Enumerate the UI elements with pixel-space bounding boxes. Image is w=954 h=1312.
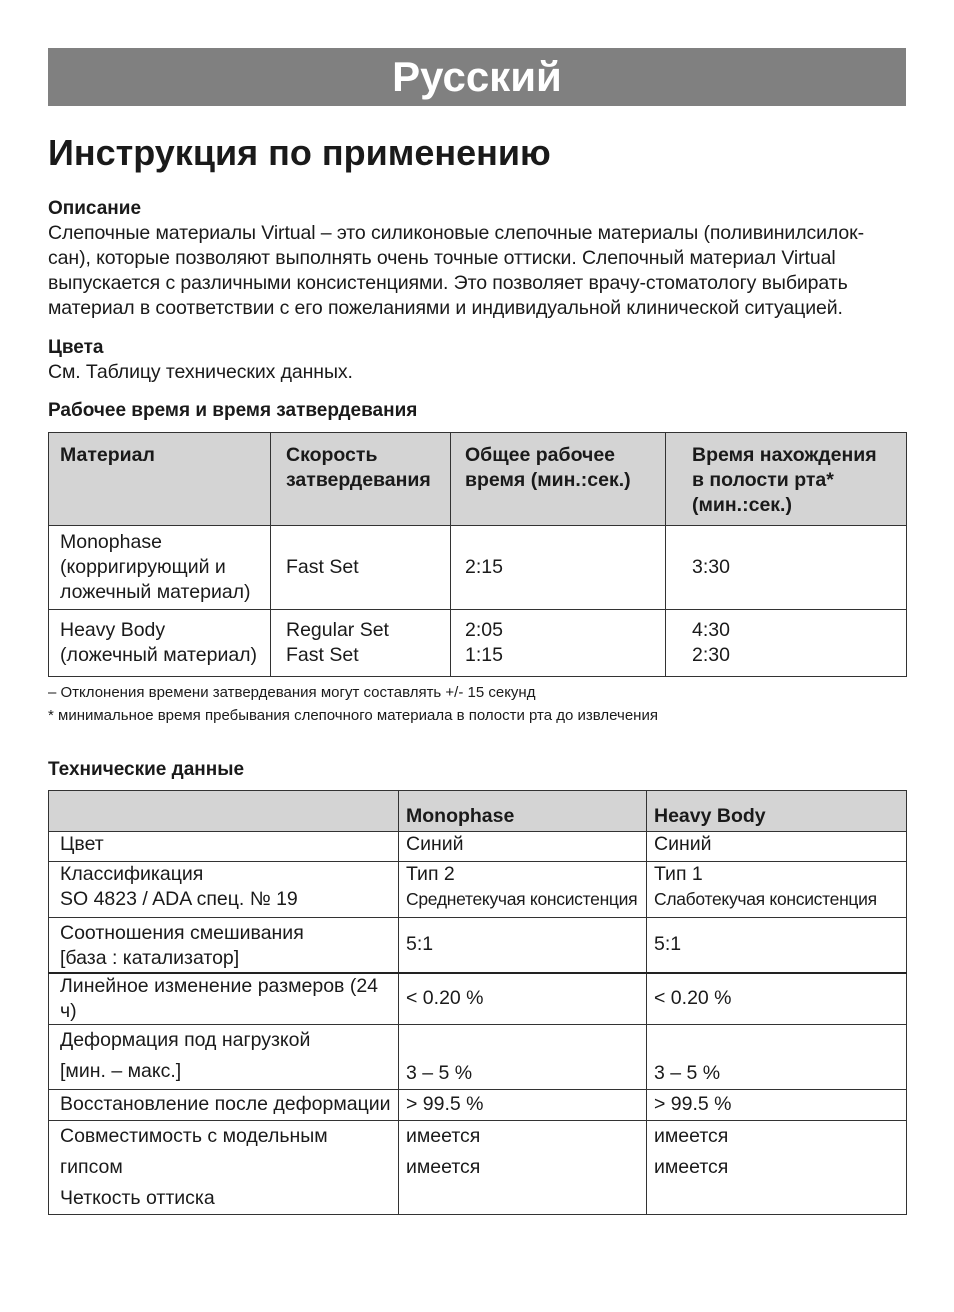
cell-line: Синий <box>406 833 464 855</box>
cell-line: [мин. – макс.] <box>60 1059 182 1082</box>
colors-heading: Цвета <box>48 337 104 358</box>
header-line: Общее рабочее <box>465 444 616 466</box>
table-row <box>49 1024 907 1089</box>
table-row <box>49 862 907 918</box>
cell-line: 1:15 <box>465 643 503 666</box>
cell-line: Слаботекучая консистенция <box>654 889 877 909</box>
cell-monophase <box>399 862 647 918</box>
cell-line: Heavy Body <box>60 618 166 641</box>
cell-line: Regular Set <box>286 618 389 641</box>
cell-monophase <box>399 1089 647 1120</box>
header-line: Скорость <box>286 444 378 466</box>
cell-heavy-body <box>647 862 907 918</box>
page-title: Инструкция по применению <box>48 132 551 173</box>
cell-heavy-body <box>647 1120 907 1214</box>
cell-line: 3 – 5 % <box>654 1061 721 1084</box>
footnote-deviation: – Отклонения времени затвердевания могут составлять +/- 15 секунд <box>48 684 536 701</box>
cell-monophase <box>399 918 647 973</box>
header-empty <box>49 791 399 832</box>
tech-data-heading: Технические данные <box>48 759 245 780</box>
working-time-heading: Рабочее время и время затвердевания <box>48 400 418 421</box>
table-row <box>49 610 907 677</box>
cell-line: SO 4823 / ADA спец. № 19 <box>60 888 298 910</box>
cell-monophase <box>399 973 647 1025</box>
cell-line: Четкость оттиска <box>60 1186 215 1209</box>
cell-setting-speed <box>271 526 451 610</box>
table-row <box>49 832 907 862</box>
description-line: выпускается с различными консистенциями. Это позволяет врачу-стоматологу выбирать <box>48 272 848 294</box>
colors-text: См. Таблицу технических данных. <box>48 361 353 383</box>
header-line: Материал <box>60 444 155 466</box>
row-label <box>49 862 399 918</box>
cell-line: имеется <box>654 1155 729 1178</box>
cell-heavy-body <box>647 973 907 1025</box>
cell-line: имеется <box>406 1155 481 1178</box>
table-row <box>49 918 907 973</box>
cell-line: > 99.5 % <box>406 1093 484 1115</box>
cell-line: имеется <box>406 1124 481 1147</box>
cell-line: Цвет <box>60 833 104 855</box>
header-heavy-body: Heavy Body <box>647 791 907 832</box>
cell-line: Деформация под нагрузкой <box>60 1028 311 1051</box>
cell-setting-speed <box>271 610 451 677</box>
table-header-row <box>49 433 907 526</box>
cell-line: 5:1 <box>654 933 682 956</box>
cell-line: Соотношения смешивания <box>60 922 304 944</box>
row-label <box>49 832 399 862</box>
cell-line: 2:15 <box>465 555 503 578</box>
cell-line: Классификация <box>60 863 204 885</box>
table-row <box>49 1120 907 1214</box>
cell-mouth-time <box>666 526 907 610</box>
header-mouth-time <box>666 433 907 526</box>
cell-line: Тип 2 <box>406 863 455 885</box>
cell-working-time <box>451 610 666 677</box>
cell-monophase <box>399 1024 647 1089</box>
cell-line: Синий <box>654 833 712 855</box>
language-banner: Русский <box>48 48 906 106</box>
row-label <box>49 918 399 973</box>
description-line: Слепочные материалы Virtual – это силиконовые слепочные материалы (поливинилсилок- <box>48 222 864 244</box>
row-label <box>49 973 399 1025</box>
cell-line: Тип 1 <box>654 863 703 885</box>
cell-heavy-body <box>647 1024 907 1089</box>
cell-line: (корригирующий и <box>60 555 226 578</box>
cell-line: (ложечный материал) <box>60 643 258 666</box>
row-label <box>49 1120 399 1214</box>
cell-line: 2:05 <box>465 618 503 641</box>
cell-line: 5:1 <box>406 933 434 956</box>
cell-heavy-body <box>647 918 907 973</box>
description-heading: Описание <box>48 198 142 219</box>
cell-working-time <box>451 526 666 610</box>
cell-material <box>49 610 271 677</box>
cell-line: 3 – 5 % <box>406 1061 473 1084</box>
cell-line: Линейное изменение размеров (24 ч) <box>60 974 379 1022</box>
description-line: материал в соответствии с его пожеланиями и индивидуальной клинической ситуацией. <box>48 297 843 319</box>
header-line: Время нахождения <box>692 444 877 466</box>
footnote-min-time: * минимальное время пребывания слепочного материала в полости рта до извлечения <box>48 707 658 724</box>
row-label <box>49 1089 399 1120</box>
header-line: (мин.:сек.) <box>692 494 792 516</box>
header-line: в полости рта* <box>692 469 834 491</box>
cell-line: ложечный материал) <box>60 580 251 603</box>
cell-monophase <box>399 1120 647 1214</box>
header-material <box>49 433 271 526</box>
cell-line: Восстановление после деформации <box>60 1093 391 1115</box>
header-line: затвердевания <box>286 469 431 491</box>
header-monophase: Monophase <box>399 791 647 832</box>
cell-line: 3:30 <box>692 555 730 578</box>
header-line: время (мин.:сек.) <box>465 469 631 491</box>
cell-material <box>49 526 271 610</box>
header-working-time <box>451 433 666 526</box>
cell-line: Среднетекучая консистенция <box>406 889 638 909</box>
working-time-table <box>48 432 907 677</box>
table-row <box>49 526 907 610</box>
cell-line: имеется <box>654 1124 729 1147</box>
cell-line: < 0.20 % <box>654 987 732 1009</box>
table-header-row <box>49 791 907 832</box>
description-text <box>48 221 906 321</box>
cell-monophase <box>399 832 647 862</box>
table-row <box>49 973 907 1025</box>
row-label <box>49 1024 399 1089</box>
description-line: сан), которые позволяют выполнять очень точные оттиски. Слепочный материал Virtual <box>48 247 836 269</box>
cell-line: Fast Set <box>286 555 359 578</box>
table-row <box>49 1089 907 1120</box>
cell-line: > 99.5 % <box>654 1093 732 1115</box>
cell-line: [база : катализатор] <box>60 947 240 969</box>
cell-mouth-time <box>666 610 907 677</box>
cell-line: Совместимость с модельным гипсом <box>60 1124 328 1178</box>
cell-heavy-body <box>647 1089 907 1120</box>
cell-line: 2:30 <box>692 643 730 666</box>
cell-line: Fast Set <box>286 643 359 666</box>
cell-heavy-body <box>647 832 907 862</box>
cell-line: < 0.20 % <box>406 987 484 1009</box>
cell-line: 4:30 <box>692 618 730 641</box>
header-setting-speed <box>271 433 451 526</box>
cell-line: Monophase <box>60 530 162 553</box>
tech-data-table <box>48 790 907 1215</box>
